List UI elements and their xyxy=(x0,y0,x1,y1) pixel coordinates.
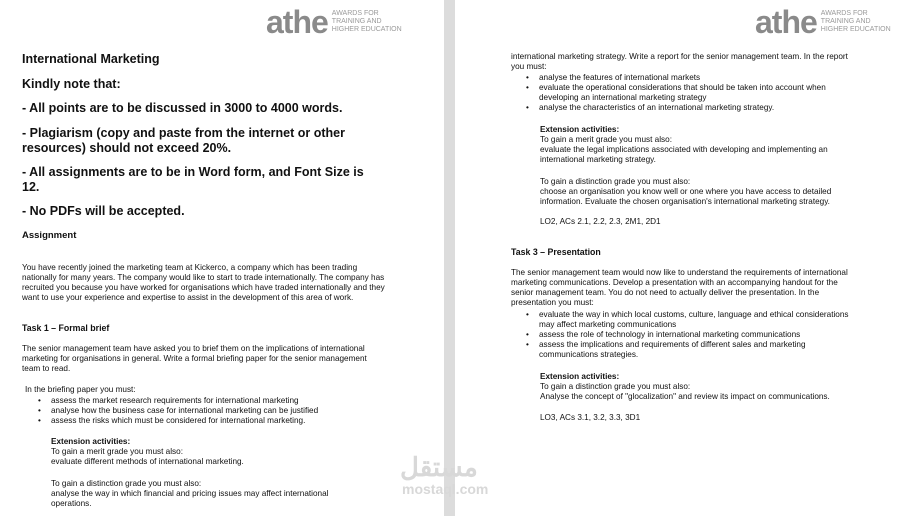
list-item: • analyse the characteristics of an international marketing strategy. xyxy=(523,103,863,113)
distinction-text: choose an organisation you know well or one where you have access to detailed information. Evaluate the chosen organisation's international marketing strategy. xyxy=(540,187,832,206)
distinction-line: To gain a distinction grade you must also: xyxy=(51,479,202,488)
task1-list xyxy=(35,396,395,426)
distinction-line: To gain a distinction grade you must also: xyxy=(540,177,691,186)
athe-logo xyxy=(755,6,891,38)
extension-heading: Extension activities: xyxy=(540,125,620,134)
task1-heading: Task 1 – Formal brief xyxy=(22,323,110,333)
distinction-line-2: To gain a distinction grade you must also: xyxy=(540,382,691,391)
list-item: • analyse the features of international markets xyxy=(523,73,863,83)
watermark-arabic: مستقل xyxy=(400,452,478,482)
list-item: • assess the market research requirements for international marketing xyxy=(35,396,395,406)
logo-tagline: AWARDS FOR TRAINING AND HIGHER EDUCATION xyxy=(331,10,402,33)
distinction-text-2: Analyse the concept of "glocalization" and review its impact on communications. xyxy=(540,392,830,401)
list-item: • evaluate the operational considerations that should be taken into account when developing an international marketing strategy xyxy=(523,83,863,103)
athe-logo xyxy=(266,6,402,38)
task2-intro: international marketing strategy. Write a report for the senior management team. In the report you must: xyxy=(511,52,848,71)
document-page-left xyxy=(0,0,444,516)
assignment-intro: You have recently joined the marketing team at Kickerco, a company which has been trading nationally for many years. The company would like to start to trade internationally. The company has recruited you because you have worked for organisations which have traded internationally and they want to use your experience and expertise to assist in the development of this area of work. xyxy=(22,263,385,302)
list-item: • evaluate the way in which local customs, culture, language and ethical considerations may affect marketing communications xyxy=(523,310,863,330)
logo-word: athe xyxy=(755,4,817,40)
mostaql-watermark xyxy=(400,452,488,496)
distinction-text: analyse the way in which financial and pricing issues may affect international operations. xyxy=(51,489,329,508)
merit-line: To gain a merit grade you must also: xyxy=(51,447,183,456)
task3-text: The senior management team would now like to understand the requirements of international marketing communications. Develop a presentation with an accompanying handout for the senior management team. You do not need to actually deliver the presentation. In the presentation you must: xyxy=(511,268,848,307)
merit-text: evaluate different methods of international marketing. xyxy=(51,457,244,466)
list-item: • analyse how the business case for international marketing can be justified xyxy=(35,406,395,416)
extension-heading: Extension activities: xyxy=(51,437,131,446)
note-heading: Kindly note that: xyxy=(22,77,121,91)
list-item: • assess the implications and requirements of different sales and marketing communications strategies. xyxy=(523,340,863,360)
task2-list xyxy=(523,73,863,113)
list-item: • assess the role of technology in international marketing communications xyxy=(523,330,863,340)
task3-list xyxy=(523,310,863,360)
document-title: International Marketing xyxy=(22,52,160,66)
task1-text: The senior management team have asked you to brief them on the implications of international marketing for organisations in general. Write a formal briefing paper for the senior management team to read. xyxy=(22,344,367,373)
logo-word: athe xyxy=(266,4,328,40)
rule-word-count: - All points are to be discussed in 3000 to 4000 words. xyxy=(22,101,343,115)
lo2-reference: LO2, ACs 2.1, 2.2, 2.3, 2M1, 2D1 xyxy=(540,217,661,226)
rule-plagiarism: - Plagiarism (copy and paste from the internet or other resources) should not exceed 20%. xyxy=(22,126,345,155)
page-gap xyxy=(444,0,455,516)
task1-list-intro: In the briefing paper you must: xyxy=(25,385,136,394)
merit-text: evaluate the legal implications associated with developing and implementing an international marketing strategy. xyxy=(540,145,828,164)
rule-no-pdf: - No PDFs will be accepted. xyxy=(22,204,185,218)
watermark-latin: mostaql.com xyxy=(402,481,489,497)
assignment-heading: Assignment xyxy=(22,230,77,241)
logo-tagline: AWARDS FOR TRAINING AND HIGHER EDUCATION xyxy=(820,10,891,33)
lo3-reference: LO3, ACs 3.1, 3.2, 3.3, 3D1 xyxy=(540,413,641,422)
task3-heading: Task 3 – Presentation xyxy=(511,247,601,257)
document-page-right xyxy=(455,0,915,516)
merit-line: To gain a merit grade you must also: xyxy=(540,135,672,144)
extension-heading-2: Extension activities: xyxy=(540,372,620,381)
rule-font-size: - All assignments are to be in Word form, and Font Size is 12. xyxy=(22,165,364,194)
list-item: • assess the risks which must be considered for international marketing. xyxy=(35,416,395,426)
